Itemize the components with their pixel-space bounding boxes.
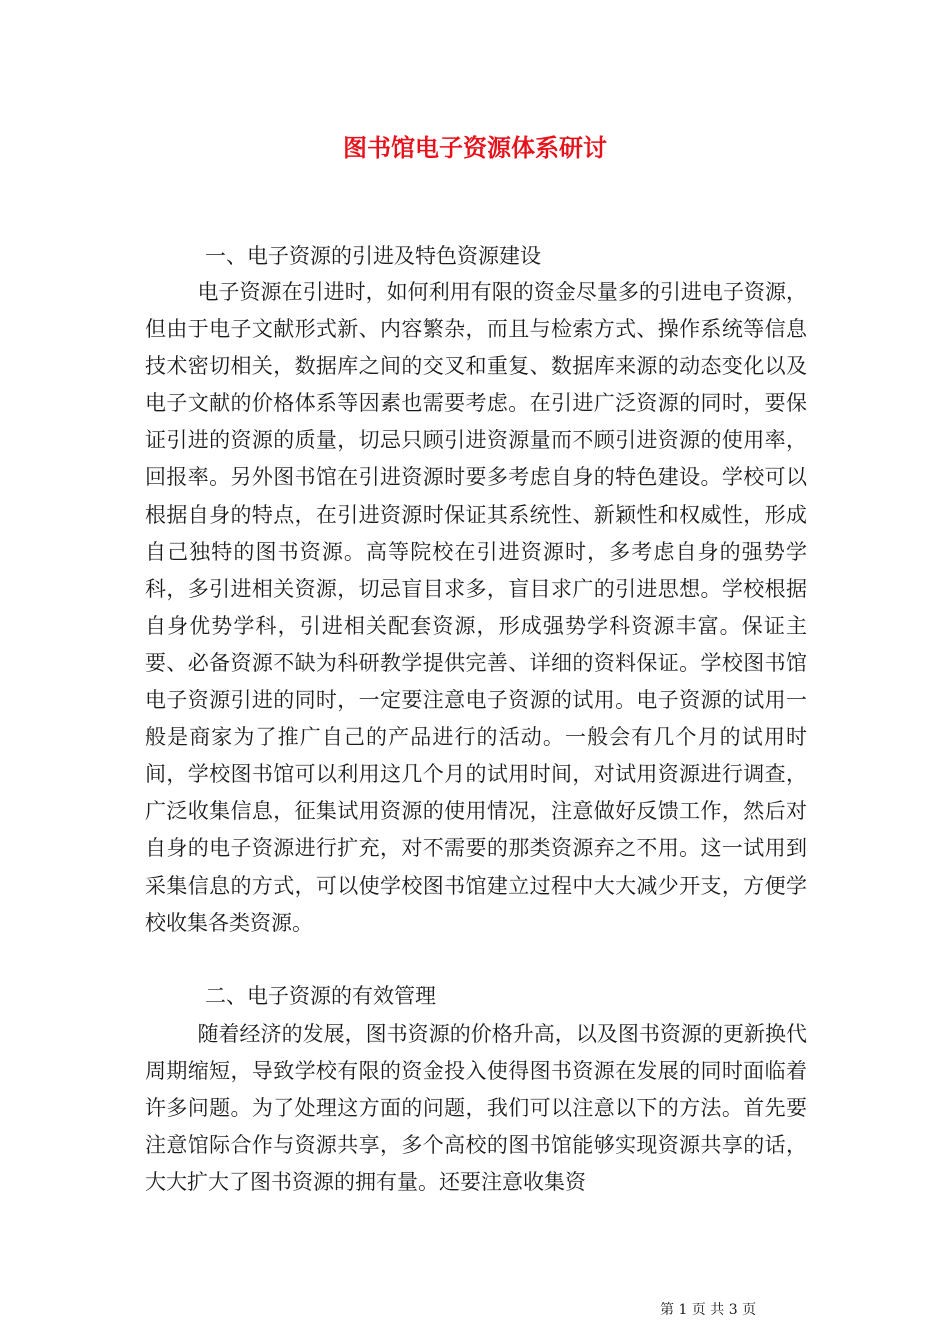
section-1-heading: 一、电子资源的引进及特色资源建设 — [205, 244, 541, 268]
section-2-heading: 二、电子资源的有效管理 — [205, 984, 436, 1008]
page-number-footer: 第 1 页 共 3 页 — [660, 1302, 757, 1318]
document-title: 图书馆电子资源体系研讨 — [343, 133, 607, 162]
section-2-paragraph: 随着经济的发展，图书资源的价格升高，以及图书资源的更新换代周期缩短，导致学校有限的资金投入使得图书资源在发展的同时面临着许多问题。为了处理这方面的问题，我们可以注意以下的方法。首先要注意馆际合作与资源共享，多个高校的图书馆能够实现资源共享的话，大大扩大了图书资源的拥有量。还要注意收集资 — [145, 1022, 807, 1195]
section-1-paragraph: 电子资源在引进时，如何利用有限的资金尽量多的引进电子资源，但由于电子文献形式新、内容繁杂，而且与检索方式、操作系统等信息技术密切相关，数据库之间的交叉和重复、数据库来源的动态变化以及电子文献的价格体系等因素也需要考虑。在引进广泛资源的同时，要保证引进的资源的质量，切忌只顾引进资源量而不顾引进资源的使用率，回报率。另外图书馆在引进资源时要多考虑自身的特色建设。学校可以根据自身的特点，在引进资源时保证其系统性、新颖性和权威性，形成自己独特的图书资源。高等院校在引进资源时，多考虑自身的强势学科，多引进相关资源，切忌盲目求多，盲目求广的引进思想。学校根据自身优势学科，引进相关配套资源，形成强势学科资源丰富。保证主要、必备资源不缺为科研教学提供完善、详细的资料保证。学校图书馆电子资源引进的同时，一定要注意电子资源的试用。电子资源的试用一般是商家为了推广自己的产品进行的活动。一般会有几个月的试用时间，学校图书馆可以利用这几个月的试用时间，对试用资源进行调查，广泛收集信息，征集试用资源的使用情况，注意做好反馈工作，然后对自身的电子资源进行扩充，对不需要的那类资源弃之不用。这一试用到采集信息的方式，可以使学校图书馆建立过程中大大减少开支，方便学校收集各类资源。 — [145, 280, 807, 935]
